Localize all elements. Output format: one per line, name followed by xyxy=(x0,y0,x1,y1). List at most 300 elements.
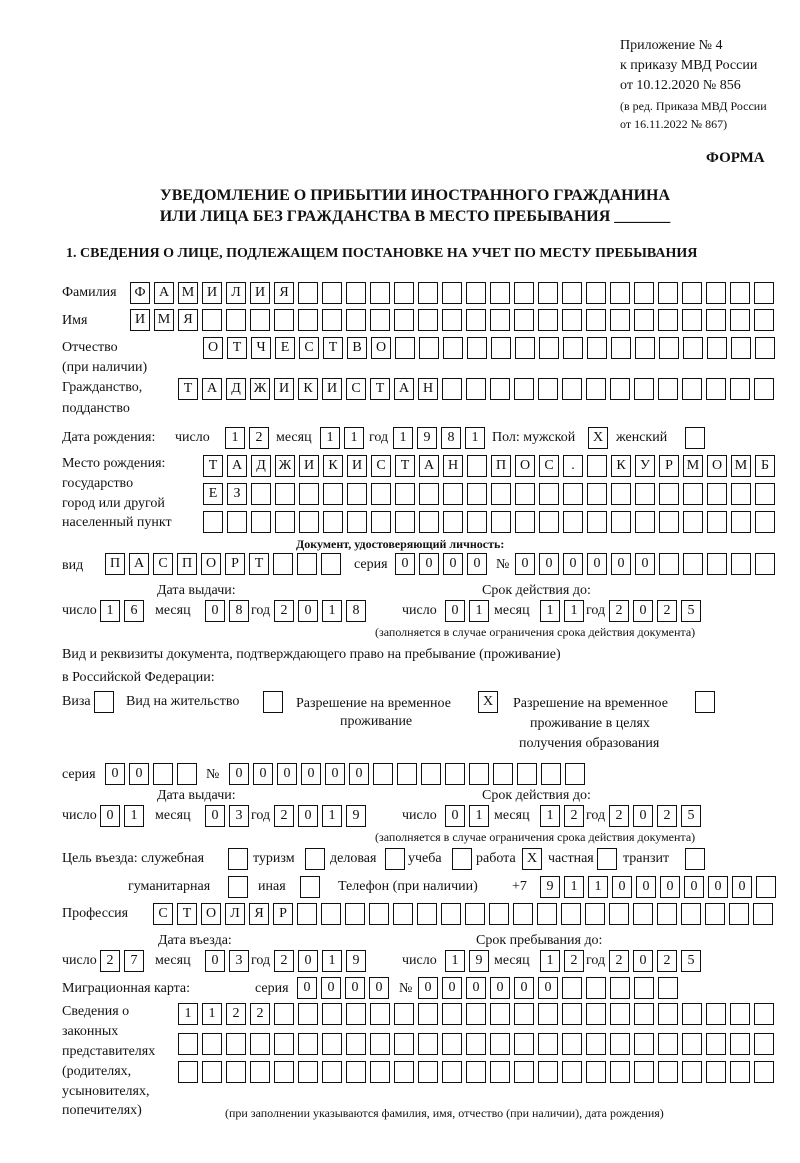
char-cell[interactable]: 1 xyxy=(469,600,489,622)
char-cell[interactable] xyxy=(466,1003,486,1025)
char-cell[interactable] xyxy=(321,553,341,575)
char-cell[interactable] xyxy=(635,511,655,533)
char-cell[interactable] xyxy=(370,282,390,304)
entry-month-field[interactable] xyxy=(205,950,249,972)
char-cell[interactable] xyxy=(562,1003,582,1025)
char-cell[interactable] xyxy=(298,1061,318,1083)
char-cell[interactable] xyxy=(586,1003,606,1025)
char-cell[interactable] xyxy=(514,1003,534,1025)
char-cell[interactable]: 8 xyxy=(346,600,366,622)
char-cell[interactable] xyxy=(417,903,437,925)
char-cell[interactable] xyxy=(610,378,630,400)
char-cell[interactable] xyxy=(394,1033,414,1055)
checkbox[interactable] xyxy=(685,848,705,870)
char-cell[interactable] xyxy=(730,378,750,400)
char-cell[interactable]: Р xyxy=(659,455,679,477)
char-cell[interactable]: 0 xyxy=(563,553,583,575)
char-cell[interactable]: О xyxy=(201,553,221,575)
char-cell[interactable]: Ф xyxy=(130,282,150,304)
checkbox[interactable] xyxy=(228,876,248,898)
char-cell[interactable] xyxy=(611,483,631,505)
stay-valid-year-field[interactable] xyxy=(609,805,701,827)
char-cell[interactable] xyxy=(706,309,726,331)
char-cell[interactable]: 1 xyxy=(445,950,465,972)
char-cell[interactable] xyxy=(539,337,559,359)
char-cell[interactable] xyxy=(369,903,389,925)
char-cell[interactable]: 2 xyxy=(274,950,294,972)
char-cell[interactable]: А xyxy=(394,378,414,400)
char-cell[interactable] xyxy=(634,378,654,400)
char-cell[interactable]: 0 xyxy=(298,950,318,972)
purpose-transit-field[interactable] xyxy=(685,848,705,870)
char-cell[interactable]: 0 xyxy=(633,805,653,827)
char-cell[interactable] xyxy=(659,511,679,533)
temp-residence-edu-field[interactable] xyxy=(695,691,715,713)
char-cell[interactable] xyxy=(321,903,341,925)
char-cell[interactable] xyxy=(322,309,342,331)
char-cell[interactable]: Л xyxy=(225,903,245,925)
id-valid-day-field[interactable] xyxy=(445,600,489,622)
char-cell[interactable] xyxy=(730,1033,750,1055)
char-cell[interactable] xyxy=(515,337,535,359)
checkbox[interactable] xyxy=(228,848,248,870)
char-cell[interactable] xyxy=(658,1061,678,1083)
char-cell[interactable] xyxy=(370,1033,390,1055)
sex-male-field[interactable] xyxy=(588,427,608,449)
char-cell[interactable] xyxy=(659,483,679,505)
char-cell[interactable]: 0 xyxy=(442,977,462,999)
char-cell[interactable]: 2 xyxy=(657,950,677,972)
char-cell[interactable]: О xyxy=(201,903,221,925)
char-cell[interactable] xyxy=(565,763,585,785)
char-cell[interactable]: И xyxy=(274,378,294,400)
char-cell[interactable]: 0 xyxy=(538,977,558,999)
char-cell[interactable]: 0 xyxy=(708,876,728,898)
char-cell[interactable] xyxy=(731,553,751,575)
char-cell[interactable]: И xyxy=(322,378,342,400)
char-cell[interactable] xyxy=(418,282,438,304)
char-cell[interactable] xyxy=(513,903,533,925)
char-cell[interactable]: 2 xyxy=(249,427,269,449)
char-cell[interactable]: Я xyxy=(178,309,198,331)
char-cell[interactable] xyxy=(611,511,631,533)
char-cell[interactable] xyxy=(418,309,438,331)
purpose-tourism-field[interactable] xyxy=(305,848,325,870)
char-cell[interactable]: Ч xyxy=(251,337,271,359)
char-cell[interactable]: 1 xyxy=(202,1003,222,1025)
purpose-private-field[interactable] xyxy=(597,848,617,870)
char-cell[interactable] xyxy=(467,511,487,533)
char-cell[interactable] xyxy=(226,1061,246,1083)
char-cell[interactable] xyxy=(251,483,271,505)
char-cell[interactable] xyxy=(707,553,727,575)
char-cell[interactable]: 2 xyxy=(609,805,629,827)
char-cell[interactable]: 1 xyxy=(322,950,342,972)
char-cell[interactable]: 3 xyxy=(229,950,249,972)
char-cell[interactable] xyxy=(609,903,629,925)
char-cell[interactable] xyxy=(274,1033,294,1055)
char-cell[interactable] xyxy=(754,1003,774,1025)
char-cell[interactable] xyxy=(445,763,465,785)
char-cell[interactable]: 1 xyxy=(564,600,584,622)
char-cell[interactable]: 7 xyxy=(124,950,144,972)
char-cell[interactable]: 1 xyxy=(465,427,485,449)
char-cell[interactable]: 0 xyxy=(301,763,321,785)
char-cell[interactable]: 0 xyxy=(205,600,225,622)
char-cell[interactable]: 2 xyxy=(609,600,629,622)
char-cell[interactable]: 0 xyxy=(205,805,225,827)
char-cell[interactable]: У xyxy=(635,455,655,477)
char-cell[interactable]: О xyxy=(515,455,535,477)
char-cell[interactable] xyxy=(491,511,511,533)
char-cell[interactable]: Я xyxy=(249,903,269,925)
char-cell[interactable]: 9 xyxy=(417,427,437,449)
char-cell[interactable] xyxy=(515,483,535,505)
char-cell[interactable] xyxy=(586,309,606,331)
char-cell[interactable] xyxy=(323,511,343,533)
char-cell[interactable]: 1 xyxy=(344,427,364,449)
char-cell[interactable]: В xyxy=(347,337,367,359)
char-cell[interactable]: Л xyxy=(226,282,246,304)
stay-issue-year-field[interactable] xyxy=(274,805,366,827)
char-cell[interactable]: Т xyxy=(203,455,223,477)
char-cell[interactable] xyxy=(250,1033,270,1055)
char-cell[interactable]: 2 xyxy=(274,600,294,622)
char-cell[interactable]: К xyxy=(323,455,343,477)
checkbox[interactable] xyxy=(695,691,715,713)
char-cell[interactable]: А xyxy=(202,378,222,400)
char-cell[interactable] xyxy=(683,553,703,575)
char-cell[interactable]: Т xyxy=(178,378,198,400)
char-cell[interactable] xyxy=(202,1033,222,1055)
char-cell[interactable] xyxy=(731,511,751,533)
char-cell[interactable] xyxy=(298,282,318,304)
char-cell[interactable] xyxy=(273,553,293,575)
char-cell[interactable] xyxy=(562,1061,582,1083)
char-cell[interactable] xyxy=(418,1033,438,1055)
char-cell[interactable]: 0 xyxy=(514,977,534,999)
char-cell[interactable]: 5 xyxy=(681,600,701,622)
char-cell[interactable]: 0 xyxy=(467,553,487,575)
char-cell[interactable] xyxy=(754,309,774,331)
char-cell[interactable] xyxy=(299,483,319,505)
char-cell[interactable] xyxy=(634,282,654,304)
char-cell[interactable] xyxy=(587,455,607,477)
stay-series-field[interactable] xyxy=(105,763,197,785)
char-cell[interactable]: И xyxy=(130,309,150,331)
char-cell[interactable] xyxy=(683,511,703,533)
char-cell[interactable]: 1 xyxy=(100,600,120,622)
char-cell[interactable] xyxy=(634,1061,654,1083)
char-cell[interactable]: 1 xyxy=(322,805,342,827)
purpose-study-field[interactable] xyxy=(452,848,472,870)
char-cell[interactable]: 0 xyxy=(345,977,365,999)
char-cell[interactable]: Е xyxy=(203,483,223,505)
char-cell[interactable]: А xyxy=(419,455,439,477)
char-cell[interactable]: 0 xyxy=(633,600,653,622)
char-cell[interactable] xyxy=(442,282,462,304)
char-cell[interactable]: 9 xyxy=(346,805,366,827)
birth-month-field[interactable] xyxy=(320,427,364,449)
char-cell[interactable] xyxy=(298,1003,318,1025)
stay-until-day-field[interactable] xyxy=(445,950,489,972)
char-cell[interactable] xyxy=(730,282,750,304)
char-cell[interactable]: 0 xyxy=(539,553,559,575)
char-cell[interactable] xyxy=(226,1033,246,1055)
char-cell[interactable] xyxy=(658,1003,678,1025)
char-cell[interactable]: Т xyxy=(370,378,390,400)
char-cell[interactable] xyxy=(707,483,727,505)
char-cell[interactable] xyxy=(514,378,534,400)
checkbox[interactable] xyxy=(94,691,114,713)
char-cell[interactable] xyxy=(754,282,774,304)
char-cell[interactable] xyxy=(539,483,559,505)
char-cell[interactable]: 0 xyxy=(635,553,655,575)
char-cell[interactable] xyxy=(395,337,415,359)
char-cell[interactable] xyxy=(514,1033,534,1055)
char-cell[interactable] xyxy=(394,1003,414,1025)
char-cell[interactable]: С xyxy=(153,903,173,925)
char-cell[interactable]: С xyxy=(299,337,319,359)
char-cell[interactable] xyxy=(442,1061,462,1083)
char-cell[interactable]: С xyxy=(371,455,391,477)
char-cell[interactable]: И xyxy=(202,282,222,304)
char-cell[interactable] xyxy=(347,483,367,505)
char-cell[interactable] xyxy=(419,483,439,505)
char-cell[interactable] xyxy=(587,337,607,359)
char-cell[interactable] xyxy=(443,483,463,505)
char-cell[interactable]: 1 xyxy=(322,600,342,622)
char-cell[interactable] xyxy=(562,1033,582,1055)
char-cell[interactable]: Н xyxy=(443,455,463,477)
char-cell[interactable]: 0 xyxy=(395,553,415,575)
char-cell[interactable] xyxy=(466,378,486,400)
char-cell[interactable]: 8 xyxy=(229,600,249,622)
purpose-other-field[interactable] xyxy=(300,876,320,898)
char-cell[interactable] xyxy=(658,1033,678,1055)
checkbox[interactable] xyxy=(452,848,472,870)
char-cell[interactable] xyxy=(297,553,317,575)
char-cell[interactable]: 3 xyxy=(229,805,249,827)
char-cell[interactable]: И xyxy=(347,455,367,477)
char-cell[interactable] xyxy=(682,1033,702,1055)
char-cell[interactable]: Р xyxy=(273,903,293,925)
char-cell[interactable] xyxy=(753,903,773,925)
char-cell[interactable] xyxy=(754,1061,774,1083)
stay-valid-day-field[interactable] xyxy=(445,805,489,827)
char-cell[interactable] xyxy=(178,1061,198,1083)
citizenship-field[interactable] xyxy=(178,378,774,400)
char-cell[interactable] xyxy=(633,903,653,925)
char-cell[interactable]: 9 xyxy=(469,950,489,972)
char-cell[interactable] xyxy=(706,1003,726,1025)
char-cell[interactable]: 0 xyxy=(325,763,345,785)
char-cell[interactable] xyxy=(465,903,485,925)
char-cell[interactable]: 0 xyxy=(105,763,125,785)
char-cell[interactable] xyxy=(610,1061,630,1083)
char-cell[interactable] xyxy=(297,903,317,925)
char-cell[interactable]: 1 xyxy=(588,876,608,898)
char-cell[interactable]: 1 xyxy=(564,876,584,898)
char-cell[interactable] xyxy=(347,511,367,533)
char-cell[interactable] xyxy=(635,337,655,359)
char-cell[interactable]: 6 xyxy=(124,600,144,622)
char-cell[interactable] xyxy=(489,903,509,925)
char-cell[interactable] xyxy=(442,309,462,331)
char-cell[interactable]: Т xyxy=(249,553,269,575)
char-cell[interactable] xyxy=(682,1003,702,1025)
purpose-service-field[interactable] xyxy=(228,848,248,870)
char-cell[interactable]: Т xyxy=(395,455,415,477)
char-cell[interactable] xyxy=(730,309,750,331)
char-cell[interactable] xyxy=(707,337,727,359)
char-cell[interactable] xyxy=(706,282,726,304)
char-cell[interactable]: П xyxy=(105,553,125,575)
char-cell[interactable] xyxy=(586,282,606,304)
char-cell[interactable] xyxy=(517,763,537,785)
char-cell[interactable] xyxy=(634,1033,654,1055)
char-cell[interactable]: А xyxy=(129,553,149,575)
char-cell[interactable] xyxy=(250,309,270,331)
char-cell[interactable] xyxy=(538,1003,558,1025)
char-cell[interactable]: Ж xyxy=(250,378,270,400)
purpose-humanitarian-field[interactable] xyxy=(228,876,248,898)
char-cell[interactable] xyxy=(585,903,605,925)
char-cell[interactable] xyxy=(346,1033,366,1055)
char-cell[interactable] xyxy=(370,1003,390,1025)
char-cell[interactable] xyxy=(490,1033,510,1055)
char-cell[interactable] xyxy=(370,1061,390,1083)
char-cell[interactable]: 0 xyxy=(349,763,369,785)
char-cell[interactable] xyxy=(467,483,487,505)
birth-day-field[interactable] xyxy=(225,427,269,449)
char-cell[interactable] xyxy=(202,309,222,331)
phone-field[interactable] xyxy=(540,876,776,898)
char-cell[interactable]: 0 xyxy=(298,805,318,827)
char-cell[interactable] xyxy=(563,337,583,359)
id-issue-day-field[interactable] xyxy=(100,600,144,622)
reps-3-field[interactable] xyxy=(178,1061,774,1083)
char-cell[interactable] xyxy=(177,763,197,785)
char-cell[interactable] xyxy=(467,337,487,359)
char-cell[interactable] xyxy=(466,282,486,304)
char-cell[interactable]: О xyxy=(371,337,391,359)
char-cell[interactable]: 8 xyxy=(441,427,461,449)
char-cell[interactable]: 2 xyxy=(274,805,294,827)
id-kind-field[interactable] xyxy=(105,553,341,575)
id-valid-month-field[interactable] xyxy=(540,600,584,622)
char-cell[interactable]: Д xyxy=(251,455,271,477)
char-cell[interactable] xyxy=(467,455,487,477)
char-cell[interactable]: Р xyxy=(225,553,245,575)
char-cell[interactable] xyxy=(299,511,319,533)
char-cell[interactable] xyxy=(634,1003,654,1025)
char-cell[interactable] xyxy=(346,309,366,331)
char-cell[interactable] xyxy=(705,903,725,925)
char-cell[interactable] xyxy=(274,1003,294,1025)
char-cell[interactable] xyxy=(419,511,439,533)
char-cell[interactable] xyxy=(538,309,558,331)
char-cell[interactable] xyxy=(729,903,749,925)
char-cell[interactable] xyxy=(491,337,511,359)
entry-day-field[interactable] xyxy=(100,950,144,972)
visa-field[interactable] xyxy=(94,691,114,713)
char-cell[interactable]: К xyxy=(611,455,631,477)
char-cell[interactable] xyxy=(658,378,678,400)
char-cell[interactable] xyxy=(756,876,776,898)
char-cell[interactable] xyxy=(418,1003,438,1025)
char-cell[interactable] xyxy=(561,903,581,925)
char-cell[interactable] xyxy=(443,511,463,533)
char-cell[interactable]: 2 xyxy=(250,1003,270,1025)
char-cell[interactable] xyxy=(754,378,774,400)
char-cell[interactable]: 1 xyxy=(469,805,489,827)
char-cell[interactable] xyxy=(346,1061,366,1083)
char-cell[interactable] xyxy=(442,1033,462,1055)
char-cell[interactable]: 1 xyxy=(178,1003,198,1025)
char-cell[interactable] xyxy=(371,511,391,533)
char-cell[interactable]: 1 xyxy=(393,427,413,449)
purpose-business-field[interactable] xyxy=(385,848,405,870)
char-cell[interactable]: 0 xyxy=(633,950,653,972)
char-cell[interactable] xyxy=(538,1033,558,1055)
char-cell[interactable]: 0 xyxy=(129,763,149,785)
char-cell[interactable] xyxy=(755,337,775,359)
char-cell[interactable]: 2 xyxy=(657,805,677,827)
char-cell[interactable]: П xyxy=(491,455,511,477)
char-cell[interactable] xyxy=(634,309,654,331)
char-cell[interactable]: И xyxy=(299,455,319,477)
char-cell[interactable] xyxy=(658,282,678,304)
char-cell[interactable] xyxy=(681,903,701,925)
char-cell[interactable]: П xyxy=(177,553,197,575)
char-cell[interactable] xyxy=(657,903,677,925)
char-cell[interactable]: Т xyxy=(177,903,197,925)
char-cell[interactable] xyxy=(562,309,582,331)
char-cell[interactable]: Я xyxy=(274,282,294,304)
patronymic-field[interactable] xyxy=(203,337,775,359)
checkbox[interactable] xyxy=(300,876,320,898)
char-cell[interactable] xyxy=(611,337,631,359)
char-cell[interactable]: 1 xyxy=(124,805,144,827)
char-cell[interactable] xyxy=(490,309,510,331)
char-cell[interactable] xyxy=(419,337,439,359)
stay-issue-day-field[interactable] xyxy=(100,805,144,827)
char-cell[interactable] xyxy=(635,483,655,505)
char-cell[interactable] xyxy=(538,378,558,400)
char-cell[interactable] xyxy=(346,282,366,304)
char-cell[interactable] xyxy=(469,763,489,785)
char-cell[interactable]: 2 xyxy=(564,950,584,972)
checkbox[interactable] xyxy=(385,848,405,870)
char-cell[interactable] xyxy=(466,1061,486,1083)
char-cell[interactable] xyxy=(227,511,247,533)
char-cell[interactable] xyxy=(443,337,463,359)
checkbox[interactable] xyxy=(685,427,705,449)
checkbox[interactable]: X xyxy=(478,691,498,713)
char-cell[interactable]: Е xyxy=(275,337,295,359)
char-cell[interactable] xyxy=(610,1003,630,1025)
char-cell[interactable] xyxy=(515,511,535,533)
char-cell[interactable] xyxy=(323,483,343,505)
char-cell[interactable] xyxy=(394,309,414,331)
char-cell[interactable] xyxy=(706,378,726,400)
char-cell[interactable]: 0 xyxy=(445,600,465,622)
char-cell[interactable]: М xyxy=(178,282,198,304)
char-cell[interactable] xyxy=(393,903,413,925)
reps-1-field[interactable] xyxy=(178,1003,774,1025)
char-cell[interactable] xyxy=(541,763,561,785)
